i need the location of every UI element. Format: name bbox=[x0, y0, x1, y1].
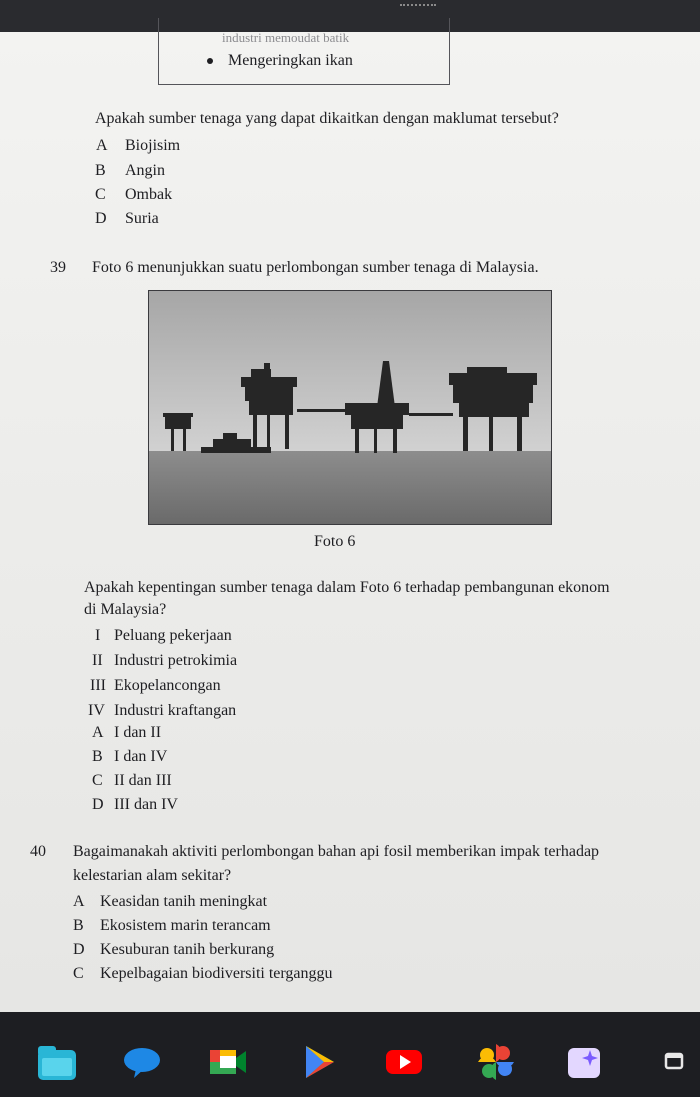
top-bar-dots bbox=[400, 4, 436, 6]
q39-option-a-letter: A bbox=[92, 724, 104, 741]
q40-option-1-text: Keasidan tanih meningkat bbox=[100, 893, 268, 910]
q40-option-2-text: Ekosistem marin terancam bbox=[100, 917, 271, 934]
q39-option-b-letter: B bbox=[92, 748, 103, 765]
q40-option-4-text: Kepelbagaian biodiversiti terganggu bbox=[100, 965, 333, 982]
q39-option-a-text: I dan II bbox=[114, 724, 162, 741]
q39-statement-4-text: Industri kraftangan bbox=[114, 702, 237, 719]
photos-icon[interactable] bbox=[476, 1042, 516, 1082]
q39-question-line-2: di Malaysia? bbox=[84, 601, 167, 618]
q38-option-b-letter: B bbox=[95, 162, 106, 179]
taskbar bbox=[0, 1012, 700, 1097]
q38-option-d-letter: D bbox=[95, 210, 107, 227]
q39-option-b-text: I dan IV bbox=[114, 748, 168, 765]
chat-icon[interactable] bbox=[122, 1042, 162, 1082]
info-box-cut-line: industri memoudat batik bbox=[222, 30, 350, 45]
q40-option-2-letter: B bbox=[73, 917, 84, 934]
q39-statement-4-roman: IV bbox=[88, 702, 105, 719]
q40-option-1-letter: A bbox=[73, 893, 85, 910]
q40-option-3-letter: D bbox=[73, 941, 85, 958]
q39-option-c-text: II dan III bbox=[114, 772, 172, 789]
q40-option-4-letter: C bbox=[73, 965, 84, 982]
photo-caption: Foto 6 bbox=[314, 533, 356, 550]
q39-statement-2-text: Industri petrokimia bbox=[114, 652, 238, 669]
q38-question: Apakah sumber tenaga yang dapat dikaitkan dengan maklumat tersebut? bbox=[95, 110, 559, 127]
q39-number: 39 bbox=[50, 259, 66, 276]
q38-option-b-text: Angin bbox=[125, 162, 165, 179]
q40-question-line-2: kelestarian alam sekitar? bbox=[73, 867, 232, 884]
info-box-bullet-text: Mengeringkan ikan bbox=[228, 52, 353, 69]
q40-option-3-text: Kesuburan tanih berkurang bbox=[100, 941, 275, 958]
q38-option-a-text: Biojisim bbox=[125, 137, 181, 154]
q39-option-c-letter: C bbox=[92, 772, 103, 789]
photo-oil-platforms bbox=[148, 290, 552, 525]
q39-intro: Foto 6 menunjukkan suatu perlombongan sumber tenaga di Malaysia. bbox=[92, 259, 539, 276]
q38-option-a-letter: A bbox=[96, 137, 108, 154]
q39-statement-1-text: Peluang pekerjaan bbox=[114, 627, 232, 644]
q39-option-d-letter: D bbox=[92, 796, 104, 813]
q39-option-d-text: III dan IV bbox=[114, 796, 178, 813]
play-store-icon[interactable] bbox=[300, 1042, 340, 1082]
window-icon[interactable] bbox=[654, 1042, 694, 1082]
sparkle-app-icon[interactable] bbox=[564, 1042, 604, 1082]
q40-number: 40 bbox=[30, 843, 46, 860]
q39-statement-1-roman: I bbox=[95, 627, 101, 644]
files-icon[interactable] bbox=[36, 1042, 78, 1084]
youtube-icon[interactable] bbox=[384, 1042, 424, 1082]
q39-question-line-1: Apakah kepentingan sumber tenaga dalam Foto 6 terhadap pembangunan ekonom bbox=[84, 579, 610, 596]
q39-statement-3-text: Ekopelancongan bbox=[114, 677, 221, 694]
bullet-dot bbox=[207, 58, 213, 64]
q40-question-line-1: Bagaimanakah aktiviti perlombongan bahan api fosil memberikan impak terhadap bbox=[73, 843, 600, 860]
q38-option-d-text: Suria bbox=[125, 210, 159, 227]
q39-statement-3-roman: III bbox=[90, 677, 106, 694]
meet-icon[interactable] bbox=[208, 1042, 248, 1082]
q39-statement-2-roman: II bbox=[92, 652, 103, 669]
q38-option-c-text: Ombak bbox=[125, 186, 173, 203]
q38-option-c-letter: C bbox=[95, 186, 106, 203]
